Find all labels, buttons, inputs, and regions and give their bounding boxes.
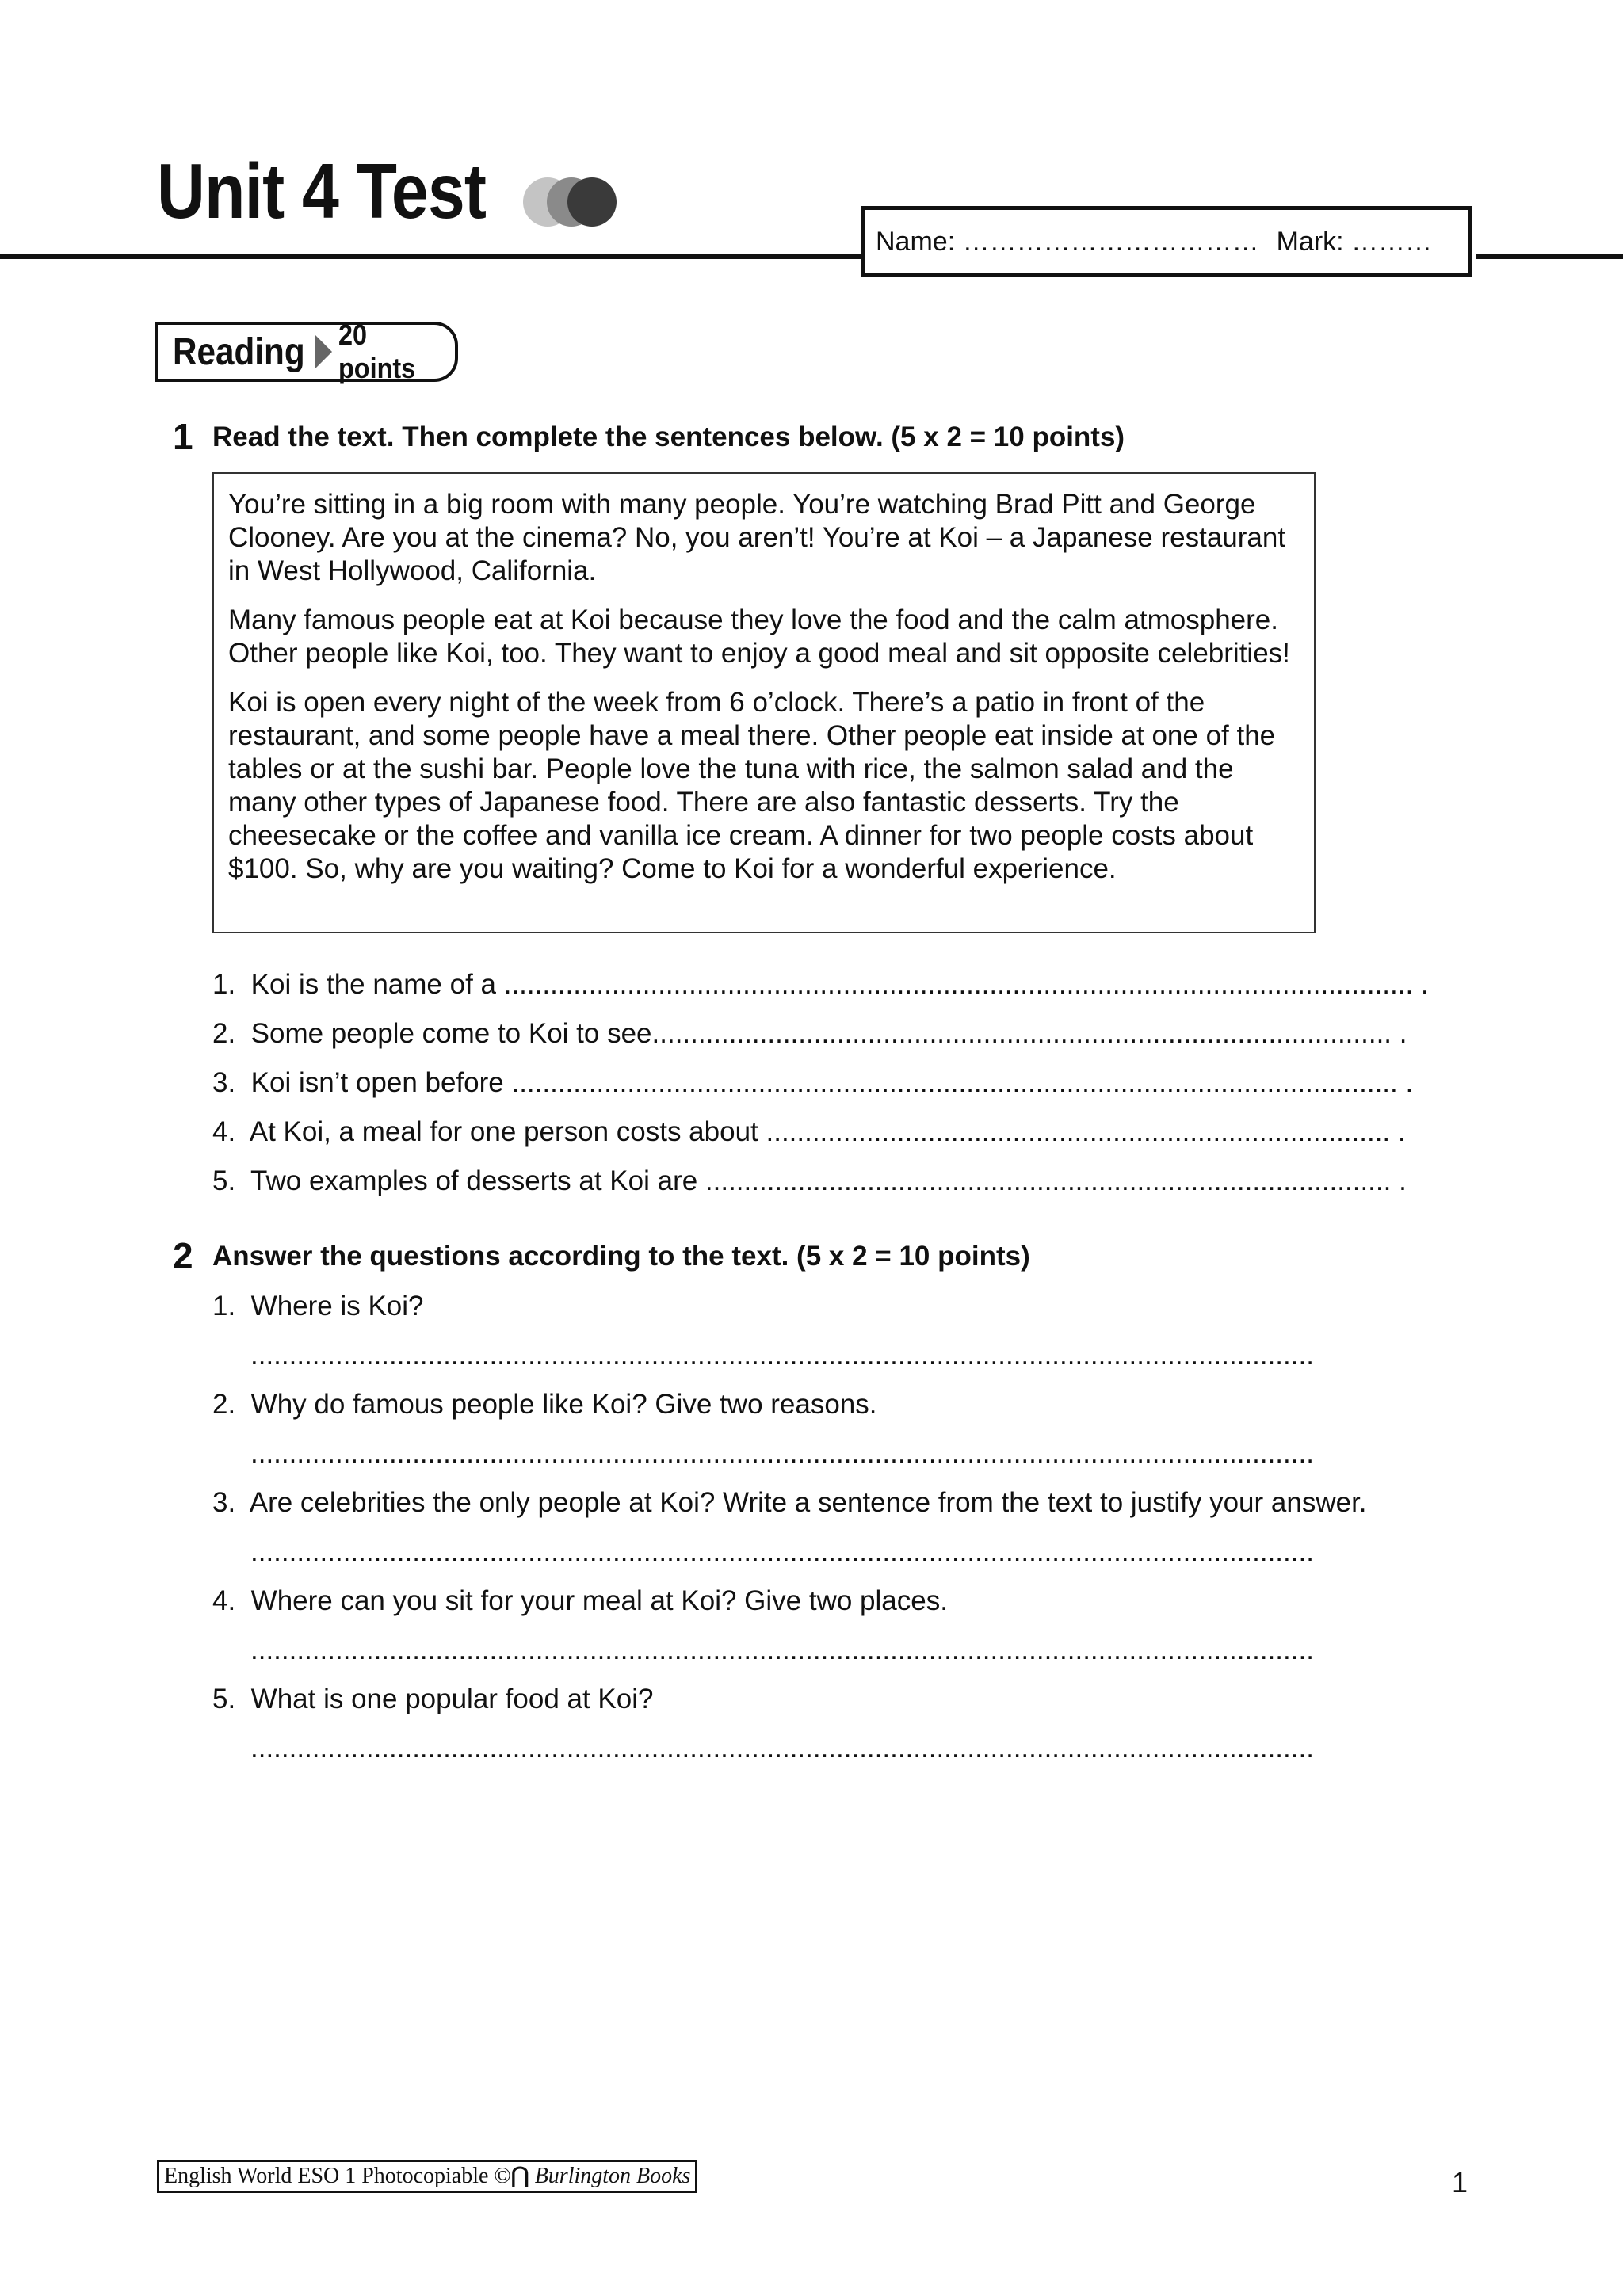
section-points: 20 points [338,318,416,384]
publisher-logo-icon: ⋂ [510,2164,529,2188]
item-number: 1. [212,969,236,1000]
header-rule-left [0,254,864,259]
answer-line[interactable]: .......................................................................................................................................... [250,1733,1314,1764]
arrow-right-icon [315,334,332,369]
footer-copyright [157,2160,697,2193]
completion-item [212,968,1429,1001]
item-number: 2. [212,1018,236,1049]
question-item [212,1486,1367,1520]
reading-paragraph: Many famous people eat at Koi because they love the food and the calm atmosphere. Other people like Koi, too. They want to enjoy a good meal and sit opposite celebrities! [228,605,1290,669]
answer-line[interactable]: .......................................................................................................................................... [250,1536,1314,1567]
section-tab [155,318,458,384]
item-number: 4. [212,1585,236,1616]
completion-item [212,1066,1413,1100]
item-number: 1. [212,1291,236,1322]
completion-sentence[interactable]: Two examples of desserts at Koi are ......................................................................................... . [250,1165,1407,1196]
question-item [212,1388,877,1421]
footer-text: English World ESO 1 Photocopiable © [164,2164,511,2188]
page-number: 1 [1452,2166,1468,2199]
reading-paragraph: You’re sitting in a big room with many people. You’re watching Brad Pitt and George Clooney. Are you at the cinema? No, you aren’t! You’re at Koi – a Japanese restaurant in West Hollywood, California. [228,489,1286,586]
answer-line[interactable]: .......................................................................................................................................... [250,1340,1314,1371]
completion-sentence[interactable]: Koi is the name of a ...................................................................................................................... . [250,969,1429,1000]
header-rule-right [1476,254,1623,259]
question-item [212,1683,653,1716]
question-item [212,1290,424,1323]
item-number: 3. [212,1487,236,1518]
question-text: Are celebrities the only people at Koi? Write a sentence from the text to justify your answer. [249,1487,1367,1518]
exercise-2-number: 2 [173,1235,193,1276]
item-number: 4. [212,1116,236,1147]
level-circles-icon [523,177,626,230]
completion-sentence[interactable]: At Koi, a meal for one person costs about ................................................................................. . [249,1116,1406,1147]
question-text: Where is Koi? [250,1291,424,1322]
question-text: Where can you sit for your meal at Koi? Give two places. [250,1585,948,1616]
item-number: 5. [212,1165,236,1196]
name-field[interactable]: Name: …………………………… [876,226,1259,257]
question-text: Why do famous people like Koi? Give two reasons. [250,1389,877,1420]
completion-sentence[interactable]: Koi isn’t open before ................................................................................................................... . [250,1067,1414,1098]
exercise-1-instruction: Read the text. Then complete the sentences below. (5 x 2 = 10 points) [212,421,1125,452]
page-title: Unit 4 Test [157,147,487,235]
answer-line[interactable]: .......................................................................................................................................... [250,1438,1314,1469]
exercise-2-instruction: Answer the questions according to the text. (5 x 2 = 10 points) [212,1241,1030,1272]
completion-item [212,1017,1407,1051]
completion-item [212,1165,1407,1198]
name-mark-box [861,206,1472,277]
item-number: 2. [212,1389,236,1420]
mark-field[interactable]: Mark: ……… [1276,226,1433,257]
answer-line[interactable]: .......................................................................................................................................... [250,1634,1314,1665]
item-number: 5. [212,1684,236,1714]
exercise-1-number: 1 [173,416,193,457]
question-item [212,1585,948,1618]
completion-item [212,1116,1406,1149]
reading-text-box [212,472,1316,933]
publisher-name: Burlington Books [534,2164,691,2188]
reading-paragraph: Koi is open every night of the week from 6 o’clock. There’s a patio in front of the restaurant, and some people have a meal there. Other people eat inside at one of the tables or at the sushi bar. People love the tuna with rice, the salmon salad and the many other types of Japanese food. There are also fantastic desserts. Try the cheesecake or the coffee and vanilla ice cream. A dinner for two people costs about $100. So, why are you waiting? Come to Koi for a wonderful experience. [228,687,1276,884]
section-label: Reading [173,330,305,373]
completion-sentence[interactable]: Some people come to Koi to see................................................................................................ . [250,1018,1407,1049]
item-number: 3. [212,1067,236,1098]
question-text: What is one popular food at Koi? [250,1684,654,1714]
